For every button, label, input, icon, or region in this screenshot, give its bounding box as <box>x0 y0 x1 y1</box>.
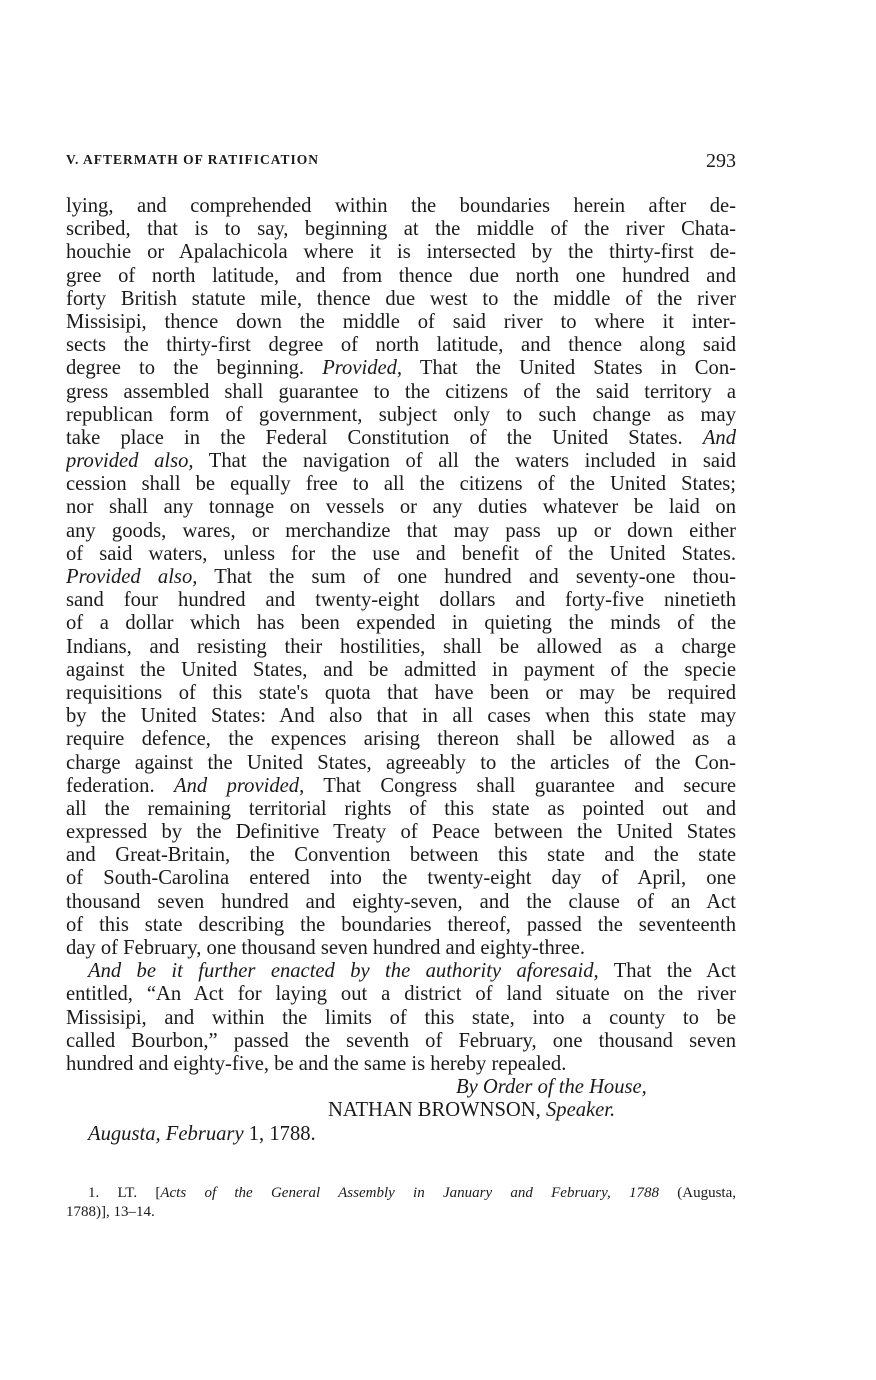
running-title: V. AFTERMATH OF RATIFICATION <box>66 152 320 167</box>
page-number: 293 <box>706 150 736 172</box>
footnote <box>66 1184 736 1222</box>
text-line: provided also, That the navigation of all the waters included in said <box>66 450 736 473</box>
body-text <box>66 195 736 1146</box>
text-line: against the United States, and be admitted in payment of the specie <box>66 658 736 681</box>
text-line: sects the thirty-first degree of north latitude, and thence along said <box>66 334 736 357</box>
text-line: degree to the beginning. Provided, That the United States in Con- <box>66 357 736 380</box>
text-line: of this state describing the boundaries thereof, passed the seventeenth <box>66 913 736 936</box>
text-line: Missisipi, and within the limits of this state, into a county to be <box>66 1006 736 1029</box>
text-line: of said waters, unless for the use and benefit of the United States. <box>66 542 736 565</box>
text-line: hundred and eighty-five, be and the same is hereby repealed. <box>66 1052 567 1075</box>
text-line: forty British statute mile, thence due west to the middle of the river <box>66 287 736 310</box>
text-line: expressed by the Definitive Treaty of Peace between the United States <box>66 821 736 844</box>
text-line: requisitions of this state's quota that have been or may be required <box>66 681 736 704</box>
text-line: scribed, that is to say, beginning at the middle of the river Chata- <box>66 218 736 241</box>
text-line: sand four hundred and twenty-eight dollars and forty-five ninetieth <box>66 589 736 612</box>
text-line: all the remaining territorial rights of this state as pointed out and <box>66 797 736 820</box>
text-line: take place in the Federal Constitution of the United States. And <box>66 426 736 449</box>
text-line: thousand seven hundred and eighty-seven, and the clause of an Act <box>66 890 736 913</box>
footnote-line: 1788)], 13–14. <box>66 1204 155 1220</box>
text-line: of a dollar which has been expended in quieting the minds of the <box>66 612 736 635</box>
text-line: day of February, one thousand seven hundred and eighty-three. <box>66 937 586 959</box>
running-head <box>66 150 736 174</box>
text-line: lying, and comprehended within the boundaries herein after de- <box>66 195 736 217</box>
text-line: of South-Carolina entered into the twenty-eight day of April, one <box>66 867 736 890</box>
text-line: Provided also, That the sum of one hundred and seventy-one thou- <box>66 566 736 588</box>
text-line: require defence, the expences arising thereon shall be allowed as a <box>66 728 736 751</box>
text-line: entitled, “An Act for laying out a district of land situate on the river <box>66 983 736 1006</box>
text-line: called Bourbon,” passed the seventh of February, one thousand seven <box>66 1029 736 1052</box>
text-line: by the United States: And also that in all cases when this state may <box>66 705 736 728</box>
signature-order: By Order of the House, <box>456 1076 647 1099</box>
text-line: houchie or Apalachicola where it is intersected by the thirty-first de- <box>66 241 736 264</box>
text-line: republican form of government, subject only to such change as may <box>66 403 736 426</box>
text-line: Missisipi, thence down the middle of said river to where it inter- <box>66 310 736 333</box>
footnote-line: 1. LT. [Acts of the General Assembly in January and February, 1788 (Augusta, <box>88 1185 736 1201</box>
text-line: And be it further enacted by the authority aforesaid, That the Act <box>88 960 736 983</box>
signature-place-date: Augusta, February 1, 1788. <box>88 1122 316 1145</box>
signature-name: NATHAN BROWNSON, Speaker. <box>328 1099 616 1122</box>
text-line: nor shall any tonnage on vessels or any duties whatever be laid on <box>66 496 736 519</box>
text-line: gree of north latitude, and from thence due north one hundred and <box>66 264 736 287</box>
text-line: gress assembled shall guarantee to the citizens of the said territory a <box>66 380 736 403</box>
text-line: federation. And provided, That Congress shall guarantee and secure <box>66 774 736 797</box>
text-line: Indians, and resisting their hostilities, shall be allowed as a charge <box>66 635 736 658</box>
text-line: any goods, wares, or merchandize that may pass up or down either <box>66 519 736 542</box>
text-line: cession shall be equally free to all the citizens of the United States; <box>66 473 736 496</box>
text-line: and Great-Britain, the Convention between this state and the state <box>66 844 736 867</box>
text-line: charge against the United States, agreeably to the articles of the Con- <box>66 751 736 774</box>
